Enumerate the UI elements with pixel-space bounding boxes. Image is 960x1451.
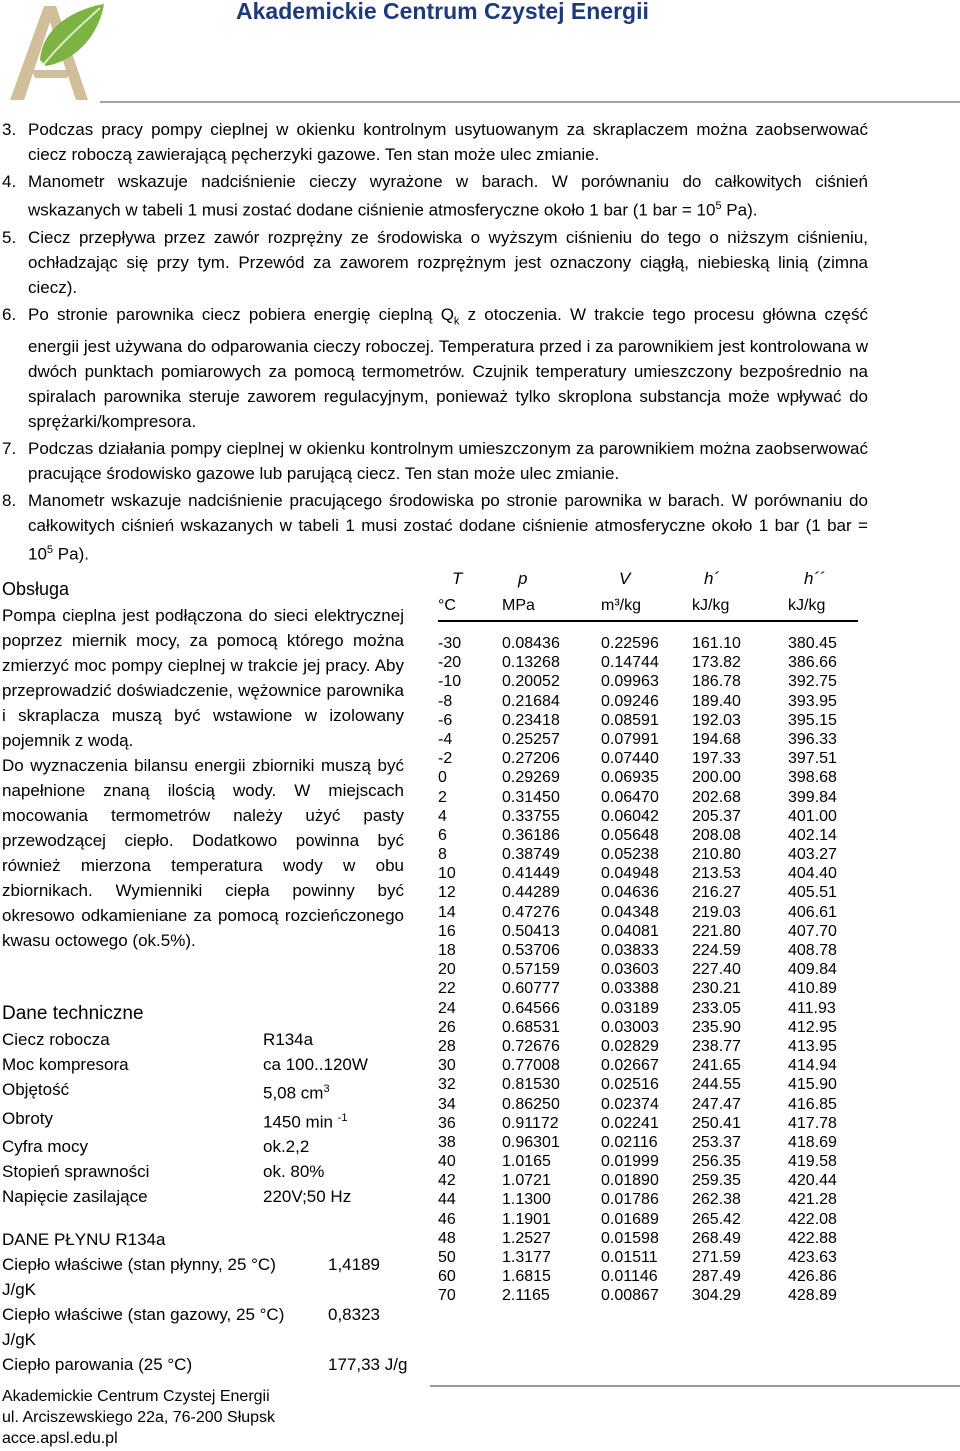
table-cell: 0.01598 — [601, 1229, 659, 1247]
table-header-rule — [438, 620, 858, 622]
table-cell: 189.40 — [692, 692, 741, 710]
table-cell: 224.59 — [692, 942, 741, 959]
item-number: 6. — [2, 304, 17, 324]
table-cell: 0.03003 — [601, 1018, 659, 1036]
table-cell: 30 — [438, 1057, 456, 1075]
table-cell: 6 — [438, 826, 447, 844]
table-cell: -8 — [438, 692, 453, 710]
table-cell: 0.03189 — [601, 999, 659, 1017]
table-cell: 0.02829 — [601, 1037, 659, 1055]
table-cell: 1.1300 — [502, 1191, 551, 1209]
table-cell: 14 — [438, 903, 456, 921]
table-cell: 10 — [438, 865, 456, 883]
table-cell: 0.04081 — [601, 922, 659, 940]
table-cell: -4 — [438, 730, 453, 748]
table-cell: 0.01146 — [601, 1268, 658, 1286]
table-row — [438, 672, 858, 691]
item-text: Ciecz przepływa przez zawór rozprężny ze środowiska o wyższym ciśnieniu do tego o niższym ciśnieniu, ochładzając się przy tym. Przewód za zaworem rozprężnym jest oznaczony ciągłą, niebieską linią (zimna ciecz). — [28, 227, 868, 297]
table-cell: 0.23418 — [502, 711, 560, 729]
table-cell: 230.21 — [692, 980, 741, 998]
table-cell: 412.95 — [788, 1018, 837, 1036]
table-row — [438, 1286, 858, 1305]
list-item-8 — [0, 488, 868, 567]
table-cell: 238.77 — [692, 1037, 741, 1055]
table-cell: 70 — [438, 1287, 456, 1305]
table-body — [438, 634, 858, 1306]
table-cell: 2.1165 — [502, 1287, 550, 1305]
table-cell: 0.00867 — [601, 1287, 659, 1305]
table-cell: 265.42 — [692, 1210, 741, 1228]
table-row — [438, 826, 858, 845]
table-cell: 48 — [438, 1229, 456, 1247]
table-cell: 1.6815 — [502, 1268, 551, 1286]
table-row — [438, 1095, 858, 1114]
item-text: Manometr wskazuje nadciśnienie cieczy wyrażone w barach. W porównaniu do całkowitych ciśnień wskazanych w tabeli 1 musi zostać dodane ciśnienie atmosferyczne około 1 bar (1 bar = $10^5$ Pa). — [28, 172, 868, 220]
fluid-unit: J/gK — [2, 1280, 37, 1299]
table-cell: 8 — [438, 846, 447, 864]
table-cell: 0.04948 — [601, 865, 659, 883]
table-cell: 0.02116 — [601, 1133, 658, 1151]
table-cell: 0.07991 — [601, 730, 659, 748]
table-cell: 0.01689 — [601, 1210, 659, 1228]
table-cell: 194.68 — [692, 730, 741, 748]
tech-row: Ciecz robocza R134a — [2, 1030, 314, 1049]
unit-h1: kJ/kg — [692, 597, 730, 614]
table-cell: 0.07440 — [601, 750, 659, 768]
table-cell: 0.04636 — [601, 884, 659, 902]
unit-h2: kJ/kg — [788, 597, 826, 614]
list-item-7 — [0, 436, 868, 486]
table-cell: 0.04348 — [601, 903, 659, 921]
table-cell: 161.10 — [692, 635, 741, 652]
table-cell: 0.06935 — [601, 769, 659, 787]
table-cell: -6 — [438, 711, 453, 729]
table-cell: 416.85 — [788, 1095, 837, 1113]
fluid-data-heading: DANE PŁYNU R134a — [2, 1230, 166, 1249]
table-cell: 16 — [438, 922, 456, 940]
footer-divider — [430, 1385, 960, 1387]
table-cell: 422.88 — [788, 1229, 837, 1247]
table-cell: 200.00 — [692, 769, 741, 787]
table-cell: 0.09246 — [601, 692, 659, 710]
table-cell: 235.90 — [692, 1018, 741, 1036]
table-cell: 28 — [438, 1037, 456, 1055]
table-cell: 0.21684 — [502, 692, 560, 710]
footer-address: ul. Arciszewskiego 22a, 76-200 Słupsk — [2, 1409, 276, 1426]
operation-paragraph-2: Do wyznaczenia bilansu energii zbiorniki muszą być napełnione znaną ilością wody. W miejscach mocowania termometrów należy użyć pasty przewodzącej ciepło. Dodatkowo powinna być również mierzona temperatura wody w obu zbiornikach. Wymienniki ciepła powinny być okresowo odkamieniane za pomocą rozcieńczonego kwasu octowego (ok.5%). — [2, 756, 404, 950]
operation-paragraph-1: Pompa cieplna jest podłączona do sieci elektrycznej poprzez miernik mocy, za pomocą którego można zmierzyć moc pompy cieplnej w trakcie jej pracy. Aby przeprowadzić doświadczenie, wężownice parownika i skraplacza muszą być wstawione w izolowany pojemnik z wodą. — [2, 606, 404, 750]
item-number: 4. — [2, 172, 17, 191]
table-row — [438, 749, 858, 768]
table-cell: 0.03388 — [601, 980, 659, 998]
table-cell: 24 — [438, 999, 456, 1017]
table-cell: 0.08591 — [601, 711, 659, 729]
table-cell: 0.96301 — [502, 1133, 560, 1151]
fluid-unit: J/gK — [2, 1330, 37, 1349]
table-row — [438, 1037, 858, 1056]
table-cell: 408.78 — [788, 942, 837, 959]
item-text: Podczas działania pompy cieplnej w okienku kontrolnym umieszczonym za parownikiem można zaobserwować pracujące środowisko gazowe lub parującą ciecz. Ten stan może ulec zmianie. — [28, 439, 868, 484]
fluid-data-section — [2, 1227, 422, 1377]
table-cell: 0.91172 — [502, 1114, 559, 1132]
table-cell: 0.25257 — [502, 730, 560, 748]
table-cell: 392.75 — [788, 673, 837, 691]
list-item-6 — [0, 302, 868, 434]
numbered-list — [0, 117, 868, 569]
table-cell: 0.53706 — [502, 942, 560, 959]
table-cell: 0.33755 — [502, 807, 560, 825]
refrigerant-table — [438, 566, 858, 1306]
table-cell: -10 — [438, 673, 462, 691]
unit-p: MPa — [502, 597, 535, 614]
footer-org: Akademickie Centrum Czystej Energii — [2, 1388, 270, 1405]
table-row — [438, 922, 858, 941]
table-cell: 34 — [438, 1095, 456, 1113]
table-cell: 0.06470 — [601, 788, 659, 806]
table-cell: 417.78 — [788, 1114, 837, 1132]
table-row — [438, 1171, 858, 1190]
table-cell: 0.72676 — [502, 1037, 560, 1055]
table-cell: 0.31450 — [502, 788, 560, 806]
table-cell: 406.61 — [788, 903, 837, 921]
table-cell: 386.66 — [788, 654, 837, 672]
table-cell: 0.02667 — [601, 1057, 659, 1075]
table-cell: 256.35 — [692, 1153, 741, 1171]
table-cell: 22 — [438, 980, 456, 998]
table-cell: 0.01999 — [601, 1153, 659, 1171]
table-cell: 398.68 — [788, 769, 837, 787]
table-cell: 26 — [438, 1018, 456, 1036]
item-number: 8. — [2, 491, 17, 511]
symbol-T: T — [452, 569, 463, 588]
table-cell: 0.22596 — [601, 635, 659, 652]
table-cell: 396.33 — [788, 730, 837, 748]
symbol-V: V — [619, 569, 631, 588]
list-item-5 — [0, 225, 868, 300]
table-cell: -2 — [438, 750, 453, 768]
table-cell: 173.82 — [692, 654, 741, 672]
table-cell: 0.86250 — [502, 1095, 560, 1113]
symbol-h2: h´´ — [804, 569, 825, 588]
table-cell: 244.55 — [692, 1076, 741, 1094]
item-number: 5. — [2, 227, 17, 247]
table-cell: 399.84 — [788, 788, 837, 806]
tech-row: Cyfra mocy ok.2,2 — [2, 1137, 310, 1157]
tech-row: Objętość 5,08 $cm^3$ — [2, 1080, 330, 1103]
table-cell: 428.89 — [788, 1287, 837, 1305]
table-cell: 0.57159 — [502, 961, 560, 979]
table-cell: 287.49 — [692, 1268, 741, 1286]
table-cell: 413.95 — [788, 1037, 837, 1055]
table-row — [438, 941, 858, 960]
table-cell: -20 — [438, 654, 462, 672]
technical-data-heading: Dane techniczne — [2, 1003, 144, 1024]
table-row — [438, 979, 858, 998]
table-cell: 60 — [438, 1268, 456, 1286]
table-cell: 4 — [438, 807, 447, 825]
table-cell: 0.14744 — [601, 654, 659, 672]
table-cell: 395.15 — [788, 711, 837, 729]
table-row — [438, 1248, 858, 1267]
table-cell: 0.05238 — [601, 846, 659, 864]
table-cell: 241.65 — [692, 1057, 741, 1075]
table-cell: 304.29 — [692, 1287, 741, 1305]
table-cell: 0.13268 — [502, 654, 560, 672]
table-cell: 0.27206 — [502, 750, 560, 768]
table-cell: 0.60777 — [502, 980, 560, 998]
symbol-h1: h´ — [704, 569, 720, 588]
table-cell: 192.03 — [692, 711, 741, 729]
table-cell: 0.03833 — [601, 942, 659, 959]
table-cell: 401.00 — [788, 807, 837, 825]
list-item-3 — [0, 117, 868, 167]
table-cell: 380.45 — [788, 635, 837, 652]
footer — [2, 1386, 275, 1449]
table-row — [438, 807, 858, 826]
table-cell: 18 — [438, 942, 456, 959]
table-cell: 0.36186 — [502, 826, 560, 844]
table-cell: 247.47 — [692, 1095, 741, 1113]
tech-row: Napięcie zasilające 220V;50 Hz — [2, 1187, 352, 1207]
table-cell: 421.28 — [788, 1191, 837, 1209]
table-cell: 0.09963 — [601, 673, 659, 691]
table-cell: 208.08 — [692, 826, 741, 844]
table-row — [438, 711, 858, 730]
table-row — [438, 1229, 858, 1248]
table-cell: 415.90 — [788, 1076, 837, 1094]
tech-row: Moc kompresora ca 100..120W — [2, 1055, 368, 1074]
table-cell: 0.81530 — [502, 1076, 560, 1094]
table-cell: 42 — [438, 1172, 456, 1190]
table-cell: 1.3177 — [502, 1249, 551, 1266]
table-cell: 38 — [438, 1133, 456, 1151]
table-cell: 420.44 — [788, 1172, 837, 1190]
table-symbol-row — [438, 566, 858, 592]
table-cell: 262.38 — [692, 1191, 741, 1209]
table-cell: 253.37 — [692, 1133, 741, 1151]
table-row — [438, 1152, 858, 1171]
table-row — [438, 768, 858, 787]
table-cell: 402.14 — [788, 826, 837, 844]
table-cell: 0.77008 — [502, 1057, 560, 1075]
table-cell: 0.01786 — [601, 1191, 659, 1209]
symbol-p: p — [518, 569, 528, 588]
table-cell: 259.35 — [692, 1172, 741, 1190]
table-unit-row — [438, 592, 858, 620]
table-cell: 1.0165 — [502, 1153, 551, 1171]
table-cell: 250.41 — [692, 1114, 741, 1132]
table-cell: 393.95 — [788, 692, 837, 710]
table-cell: 227.40 — [692, 961, 741, 979]
fluid-row: Ciepło parowania (25 °C) 177,33 J/g — [2, 1355, 408, 1374]
table-cell: 0.20052 — [502, 673, 560, 691]
table-cell: 221.80 — [692, 922, 741, 940]
item-text: Po stronie parownika ciecz pobiera energię cieplną $Q_k$ z otoczenia. W trakcie tego procesu główna część energii jest używana do odparowania cieczy roboczej. Temperatura przed i za parownikiem jest kontrolowana w dwóch punktach pomiarowych za pomocą termometrów. Czujnik temperatury umieszczony bezpośrednio na spiralach parownika steruje zaworem regulacyjnym, ponieważ tylko skroplona substancja może wpływać do sprężarki/kompresora. — [28, 304, 868, 432]
table-cell: 0.64566 — [502, 999, 560, 1017]
table-cell: 20 — [438, 961, 456, 979]
table-cell: 0.38749 — [502, 846, 560, 864]
table-cell: 213.53 — [692, 865, 741, 883]
table-cell: 426.86 — [788, 1268, 837, 1286]
table-cell: 418.69 — [788, 1133, 837, 1151]
table-row — [438, 730, 858, 749]
table-cell: 1.1901 — [502, 1210, 551, 1228]
table-row — [438, 864, 858, 883]
table-cell: 40 — [438, 1153, 456, 1171]
table-cell: 0.02241 — [601, 1114, 659, 1132]
table-cell: 0.41449 — [502, 865, 560, 883]
item-text: Podczas pracy pompy cieplnej w okienku kontrolnym usytuowanym za skraplaczem można zaobserwować ciecz roboczą zawierającą pęcherzyki gazowe. Ten stan może ulec zmianie. — [28, 120, 868, 164]
table-cell: 216.27 — [692, 884, 741, 902]
header-divider — [100, 101, 960, 103]
table-cell: 219.03 — [692, 903, 741, 921]
table-cell: 404.40 — [788, 865, 837, 883]
table-cell: 0.03603 — [601, 961, 659, 979]
table-cell: 0.01890 — [601, 1172, 659, 1190]
table-cell: 0.47276 — [502, 903, 560, 921]
table-cell: 411.93 — [788, 999, 836, 1017]
table-cell: 397.51 — [788, 750, 837, 768]
acce-logo — [0, 0, 108, 104]
table-row — [438, 1018, 858, 1037]
table-cell: 403.27 — [788, 846, 837, 864]
table-row — [438, 653, 858, 672]
table-cell: 410.89 — [788, 980, 837, 998]
table-row — [438, 692, 858, 711]
item-number: 7. — [2, 439, 17, 459]
table-row — [438, 1190, 858, 1209]
table-cell: 271.59 — [692, 1249, 741, 1266]
table-cell: 414.94 — [788, 1057, 837, 1075]
table-cell: 0 — [438, 769, 447, 787]
table-cell: 0.02374 — [601, 1095, 659, 1113]
table-row — [438, 1056, 858, 1075]
table-cell: 50 — [438, 1249, 456, 1266]
table-cell: 44 — [438, 1191, 456, 1209]
table-cell: 409.84 — [788, 961, 837, 979]
technical-data-section — [2, 1001, 422, 1209]
table-cell: 205.37 — [692, 807, 741, 825]
table-cell: 0.06042 — [601, 807, 659, 825]
table-cell: 1.2527 — [502, 1229, 551, 1247]
table-cell: 197.33 — [692, 750, 741, 768]
unit-V: m³/kg — [601, 597, 641, 614]
fluid-row: Ciepło właściwe (stan płynny, 25 °C) 1,4189 — [2, 1255, 380, 1274]
table-row — [438, 1133, 858, 1152]
header-title: Akademickie Centrum Czystej Energii — [236, 0, 649, 24]
unit-T: °C — [438, 597, 456, 614]
table-cell: 268.49 — [692, 1229, 741, 1247]
footer-website: acce.apsl.edu.pl — [2, 1430, 118, 1447]
table-row — [438, 903, 858, 922]
table-cell: 0.68531 — [502, 1018, 560, 1036]
table-cell: 202.68 — [692, 788, 741, 806]
fluid-row: Ciepło właściwe (stan gazowy, 25 °C) 0,8323 — [2, 1305, 380, 1324]
table-row — [438, 1114, 858, 1133]
table-cell: 36 — [438, 1114, 456, 1132]
table-cell: 2 — [438, 788, 447, 806]
list-item-4 — [0, 169, 868, 223]
table-cell: 186.78 — [692, 673, 741, 691]
table-cell: 46 — [438, 1210, 456, 1228]
table-row — [438, 1075, 858, 1094]
table-cell: 423.63 — [788, 1249, 837, 1266]
table-cell: 233.05 — [692, 999, 741, 1017]
table-row — [438, 634, 858, 653]
table-cell: 0.01511 — [601, 1249, 658, 1266]
table-cell: 0.08436 — [502, 635, 560, 652]
table-cell: 0.50413 — [502, 922, 560, 940]
table-cell: 422.08 — [788, 1210, 837, 1228]
table-row — [438, 788, 858, 807]
item-number: 3. — [2, 120, 17, 139]
tech-row: Stopień sprawności ok. 80% — [2, 1162, 325, 1182]
table-cell: 0.02516 — [601, 1076, 659, 1094]
table-cell: 419.58 — [788, 1153, 837, 1171]
table-cell: -30 — [438, 635, 462, 652]
table-row — [438, 883, 858, 902]
table-cell: 210.80 — [692, 846, 741, 864]
item-text: Manometr wskazuje nadciśnienie pracującego środowiska po stronie parownika w barach. W porównaniu do całkowitych ciśnień wskazanych w tabeli 1 musi zostać dodane ciśnienie atmosferyczne około 1 bar (1 bar = $10^5$ Pa). — [28, 491, 868, 564]
table-cell: 32 — [438, 1076, 456, 1094]
table-cell: 12 — [438, 884, 456, 902]
table-row — [438, 960, 858, 979]
operation-heading: Obsługa — [2, 579, 70, 599]
table-row — [438, 845, 858, 864]
table-row — [438, 1210, 858, 1229]
table-row — [438, 999, 858, 1018]
operation-section — [2, 577, 404, 953]
table-cell: 405.51 — [788, 884, 837, 902]
table-cell: 0.44289 — [502, 884, 560, 902]
table-cell: 1.0721 — [502, 1172, 551, 1190]
table-cell: 0.29269 — [502, 769, 560, 787]
tech-row: Obroty 1450 min $^{-1}$ — [2, 1108, 348, 1132]
table-row — [438, 1267, 858, 1286]
table-cell: 0.05648 — [601, 826, 659, 844]
table-cell: 407.70 — [788, 922, 837, 940]
